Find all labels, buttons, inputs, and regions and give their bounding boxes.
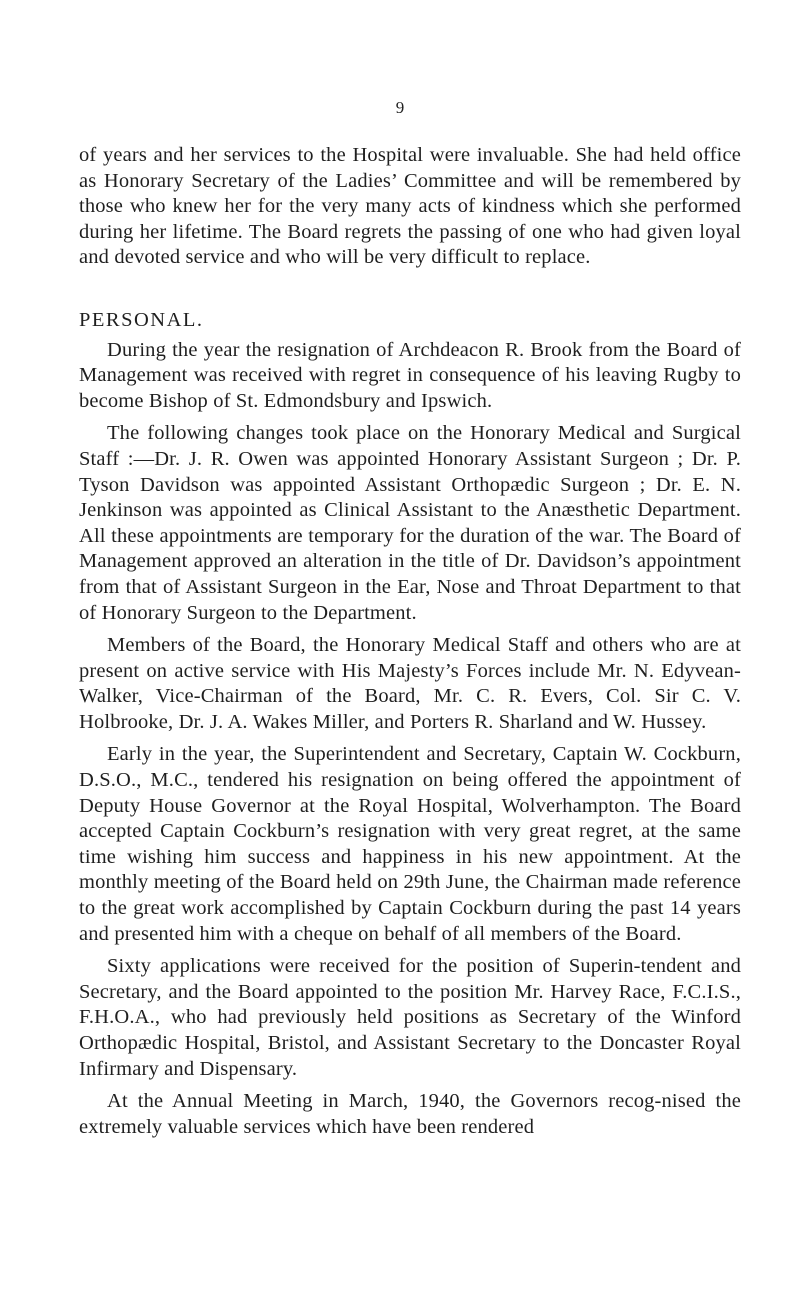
page-number: 9 bbox=[395, 98, 405, 117]
paragraph-annual-meeting: At the Annual Meeting in March, 1940, the Governors recog-nised the extremely valuable services which have been rendered bbox=[79, 1090, 741, 1138]
paragraph-new-superintendent: Sixty applications were received for the position of Superin-tendent and Secretary, and the Board appointed to the position Mr. Harvey Race, F.C.I.S., F.H.O.A., who had previously held positions as Secretary of the Winford Orthopædic Hospital, Bristol, and Assistant Secretary to the Doncaster Royal Infirmary and Dispensary. bbox=[79, 955, 741, 1080]
paragraph-staff-changes: The following changes took place on the Honorary Medical and Surgical Staff :—Dr. J. R. Owen was appointed Honorary Assistant Surgeon ; Dr. P. Tyson Davidson was appointed Assistant Orthopædic Surgeon ; Dr. E. N. Jenkinson was appointed as Clinical Assistant to the Anæsthetic Department. All these appointments are temporary for the duration of the war. The Board of Management approved an alteration in the title of Dr. Davidson’s appointment from that of Assistant Surgeon in the Ear, Nose and Throat Department to that of Honorary Surgeon to the Department. bbox=[79, 422, 741, 624]
paragraph-resignation-brook: During the year the resignation of Archdeacon R. Brook from the Board of Management was received with regret in consequence of his leaving Rugby to become Bishop of St. Edmondsbury and Ipswich. bbox=[79, 338, 741, 412]
paragraph-cockburn-resignation: Early in the year, the Superintendent and Secretary, Captain W. Cockburn, D.S.O., M.C., tendered his resignation on being offered the appointment of Deputy House Governor at the Royal Hospital, Wolverhampton. The Board accepted Captain Cockburn’s resignation with very great regret, at the same time wishing him success and happiness in his new appointment. At the monthly meeting of the Board held on 29th June, the Chairman made reference to the great work accomplished by Captain Cockburn during the past 14 years and presented him with a cheque on behalf of all members of the Board. bbox=[79, 743, 741, 945]
section-heading-personal: PERSONAL. bbox=[79, 308, 204, 331]
paragraph-active-service: Members of the Board, the Honorary Medical Staff and others who are at present on active service with His Majesty’s Forces include Mr. N. Edyvean-Walker, Vice-Chairman of the Board, Mr. C. R. Evers, Col. Sir C. V. Holbrooke, Dr. J. A. Wakes Miller, and Porters R. Sharland and W. Hussey. bbox=[79, 634, 741, 733]
opening-paragraph: of years and her services to the Hospital were invaluable. She had held office as Honorary Secretary of the Ladies’ Committee and will be remembered by those who knew her for the very many acts of kindness which she performed during her lifetime. The Board regrets the passing of one who had given loyal and devoted service and who will be very difficult to replace. bbox=[79, 144, 741, 269]
page-body bbox=[79, 143, 741, 1140]
